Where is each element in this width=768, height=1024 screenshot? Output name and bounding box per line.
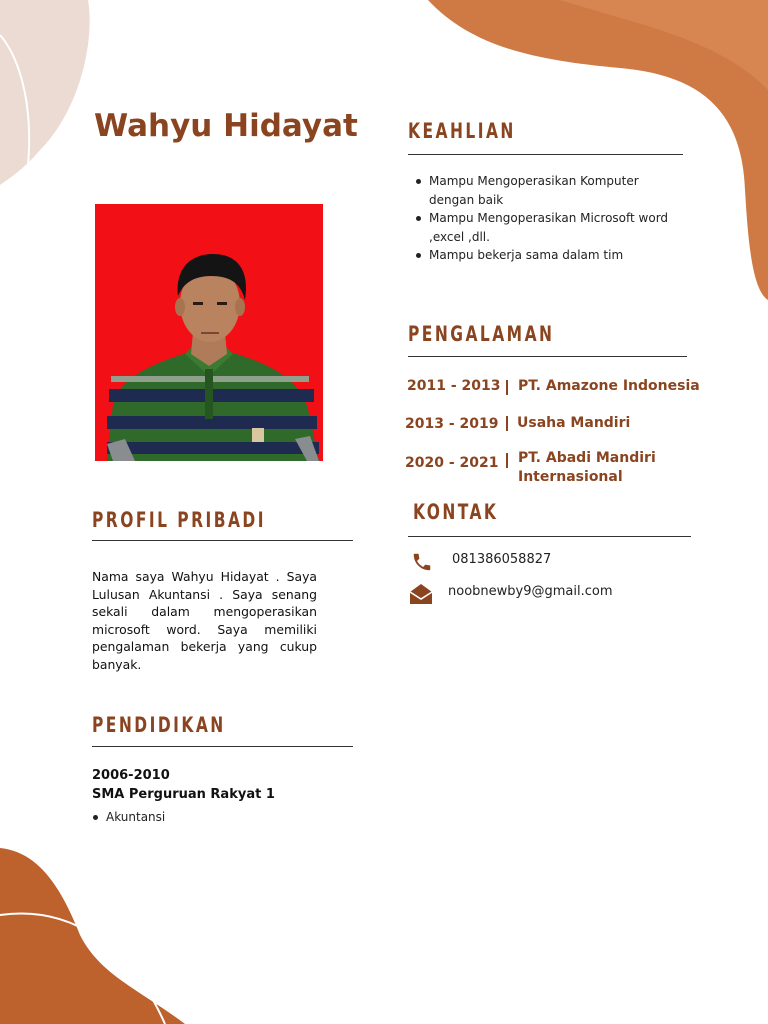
experience-company: PT. Abadi Mandiri Internasional — [518, 450, 656, 485]
email-address: noobnewby9@gmail.com — [448, 584, 613, 599]
experience-separator — [506, 416, 508, 431]
contact-title: KONTAK — [413, 500, 499, 524]
contact-divider — [408, 536, 691, 537]
education-title: PENDIDIKAN — [92, 713, 226, 737]
education-years: 2006-2010 — [92, 768, 170, 783]
top-left-blob — [0, 0, 90, 185]
experience-divider — [408, 356, 687, 357]
skills-divider — [408, 154, 683, 155]
person-name: Wahyu Hidayat — [94, 108, 358, 144]
experience-years: 2011 - 2013 — [407, 378, 501, 394]
email-icon — [409, 583, 433, 605]
profile-divider — [92, 540, 353, 541]
experience-separator — [506, 380, 508, 395]
education-list — [86, 808, 286, 827]
skills-title: KEAHLIAN — [408, 119, 516, 143]
profile-title: PROFIL PRIBADI — [92, 508, 266, 532]
profile-text: Nama saya Wahyu Hidayat . Saya Lulusan Akuntansi . Saya senang sekali dalam mengoperasikan microsoft word. Saya memiliki pengalaman bekerja yang cukup banyak. — [92, 569, 317, 672]
education-school: SMA Perguruan Rakyat 1 — [92, 787, 275, 802]
phone-number: 081386058827 — [452, 552, 552, 567]
experience-separator — [506, 453, 508, 468]
skills-list — [409, 172, 669, 265]
experience-years: 2020 - 2021 — [405, 455, 499, 471]
experience-company: Usaha Mandiri — [517, 415, 631, 431]
experience-title: PENGALAMAN — [408, 322, 555, 346]
phone-icon — [411, 551, 433, 573]
experience-company: PT. Amazone Indonesia — [518, 378, 700, 394]
person-portrait-illustration — [95, 204, 323, 461]
bottom-left-blob — [0, 848, 185, 1024]
education-item: Akuntansi — [86, 808, 286, 827]
experience-years: 2013 - 2019 — [405, 416, 499, 432]
skill-item: Mampu Mengoperasikan Komputer dengan baik — [409, 172, 669, 209]
profile-photo — [95, 204, 323, 461]
skill-item: Mampu bekerja sama dalam tim — [409, 246, 669, 265]
skill-item: Mampu Mengoperasikan Microsoft word ,excel ,dll. — [409, 209, 669, 246]
education-divider — [92, 746, 353, 747]
